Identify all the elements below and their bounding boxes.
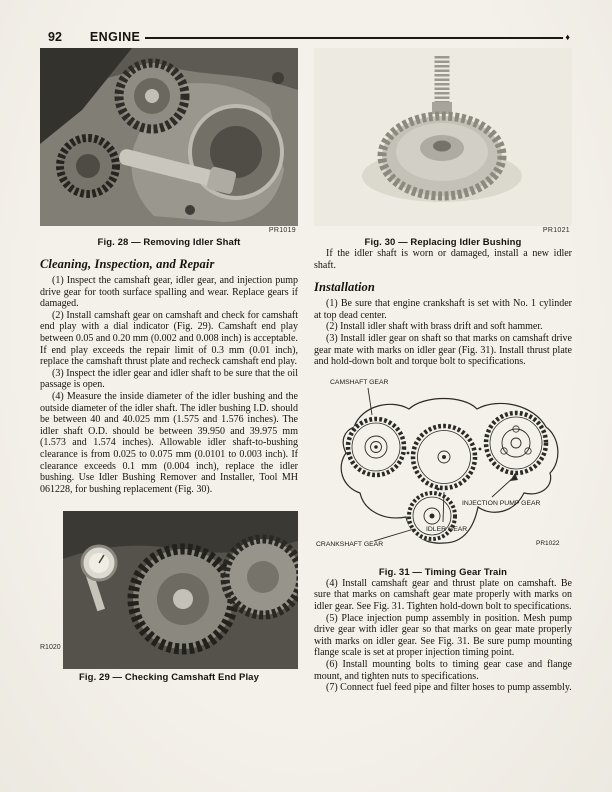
idler-gear-photo-shape: [225, 539, 298, 615]
crankshaft-gear-label: CRANKSHAFT GEAR: [316, 540, 384, 548]
camshaft-gear-label: CAMSHAFT GEAR: [330, 378, 389, 386]
figure-31: [314, 373, 572, 578]
page-header: [48, 30, 570, 44]
idler-gear-drawing: [411, 424, 477, 490]
camshaft-gear-drawing: [346, 417, 406, 477]
photo-id: PR1019: [268, 227, 296, 234]
section-title: ENGINE: [89, 30, 141, 44]
idler-gear-photo-shape: [60, 138, 116, 194]
cleaning-heading: Cleaning, Inspection, and Repair: [40, 257, 215, 271]
camshaft-gear-photo-shape: [119, 63, 185, 129]
step-paragraph: (4) Measure the inside diameter of the idler bushing and the outside diameter of the idler shaft. The idler bushing I.D. should be between 40 and 40.025 mm (1.575 and 1.576 inches). The idler shaft O.D. should be between 39.950 and 39.975 mm (1.573 and 1.574 inches). Allowable idler shaft-to-bushing clearance is from 0.025 to 0.075 mm (0.0101 to 0.003 inch). If clearance exceeds 0.1 mm (0.004 inch), replace the idler bushing. Use Idler Bushing Remover and Installer, Tool MH 061228, for bushing replacement (Fig. 30).: [40, 390, 298, 495]
diamond-icon: ♦: [565, 31, 570, 42]
step-paragraph: (3) Install idler gear on shaft so that marks on camshaft drive gear mate with marks on idler gear (Fig. 31). Install thrust plate and hold-down bolt and torque bolt to specifications.: [314, 332, 572, 368]
photo-id: PR1022: [536, 539, 560, 547]
installation-heading: Installation: [314, 280, 375, 295]
intro-paragraph: If the idler shaft is worn or damaged, install a new idler shaft.: [314, 248, 572, 271]
step-paragraph: (6) Install mounting bolts to timing gear case and flange mount, and tighten nuts to specifications.: [314, 658, 572, 682]
step-paragraph: (4) Install camshaft gear and thrust plate on camshaft. Be sure that marks on camshaft gear mate properly with marks on idler gear. See Fig. 31. Tighten hold-down bolt to specifications.: [314, 577, 572, 612]
figure-29-photo: [63, 511, 298, 669]
figure-29: [40, 511, 298, 683]
page-number: 92: [48, 30, 62, 44]
figure-30-photo: [314, 48, 572, 226]
figure-28-caption: Fig. 28 — Removing Idler Shaft: [97, 237, 241, 248]
step-paragraph: (1) Inspect the camshaft gear, idler gear, and injection pump drive gear for tooth surface spalling and wear. Replace gears if damaged.: [40, 275, 298, 310]
injection-pump-gear-drawing: [484, 411, 548, 475]
figure-29-caption: Fig. 29 — Checking Camshaft End Play: [79, 672, 259, 684]
left-column: [40, 48, 298, 683]
injection-pump-gear-label: INJECTION PUMP GEAR: [462, 499, 541, 507]
step-paragraph: (2) Install idler shaft with brass drift and soft hammer.: [326, 321, 543, 333]
step-paragraph: (5) Place injection pump assembly in position. Mesh pump drive gear with idler gear so that marks on gear mate properly with marks on idler gear. See Fig. 31. Be sure pump mounting flange scale is set at proper injection timing point.: [314, 612, 572, 659]
photo-id: PR1021: [542, 227, 570, 234]
step-paragraph: (1) Be sure that engine crankshaft is set with No. 1 cylinder at top dead center.: [314, 298, 572, 321]
photo-id: R1020: [40, 644, 61, 652]
figure-31-caption: Fig. 31 — Timing Gear Train: [378, 566, 508, 578]
figure-28: [40, 48, 298, 248]
figure-28-photo: [40, 48, 298, 226]
step-paragraph: (7) Connect fuel feed pipe and filter hoses to pump assembly.: [326, 682, 572, 694]
idler-gear-label: IDLER GEAR: [426, 525, 468, 533]
figure-30: [314, 48, 572, 248]
step-paragraph: (2) Install camshaft gear on camshaft and check for camshaft end play with a dial indicator (Fig. 29). Camshaft end play between 0.05 and 0.20 mm (0.002 and 0.008 inch) is acceptable. If end play exceeds the repair limit of 0.3 mm (0.01 inch), replace the camshaft thrust plate and recheck camshaft end play.: [40, 309, 298, 368]
idler-bushing-gear-shape: [382, 116, 502, 196]
step-paragraph: (3) Inspect the idler gear and idler shaft to be sure that the oil passage is open.: [40, 367, 298, 391]
camshaft-gear-photo-shape: [133, 549, 233, 649]
crankshaft-gear-drawing: [407, 491, 457, 541]
right-column: [314, 48, 572, 694]
figure-31-diagram: [314, 373, 572, 559]
header-rule: [145, 37, 563, 39]
figure-30-caption: Fig. 30 — Replacing Idler Bushing: [364, 237, 522, 248]
